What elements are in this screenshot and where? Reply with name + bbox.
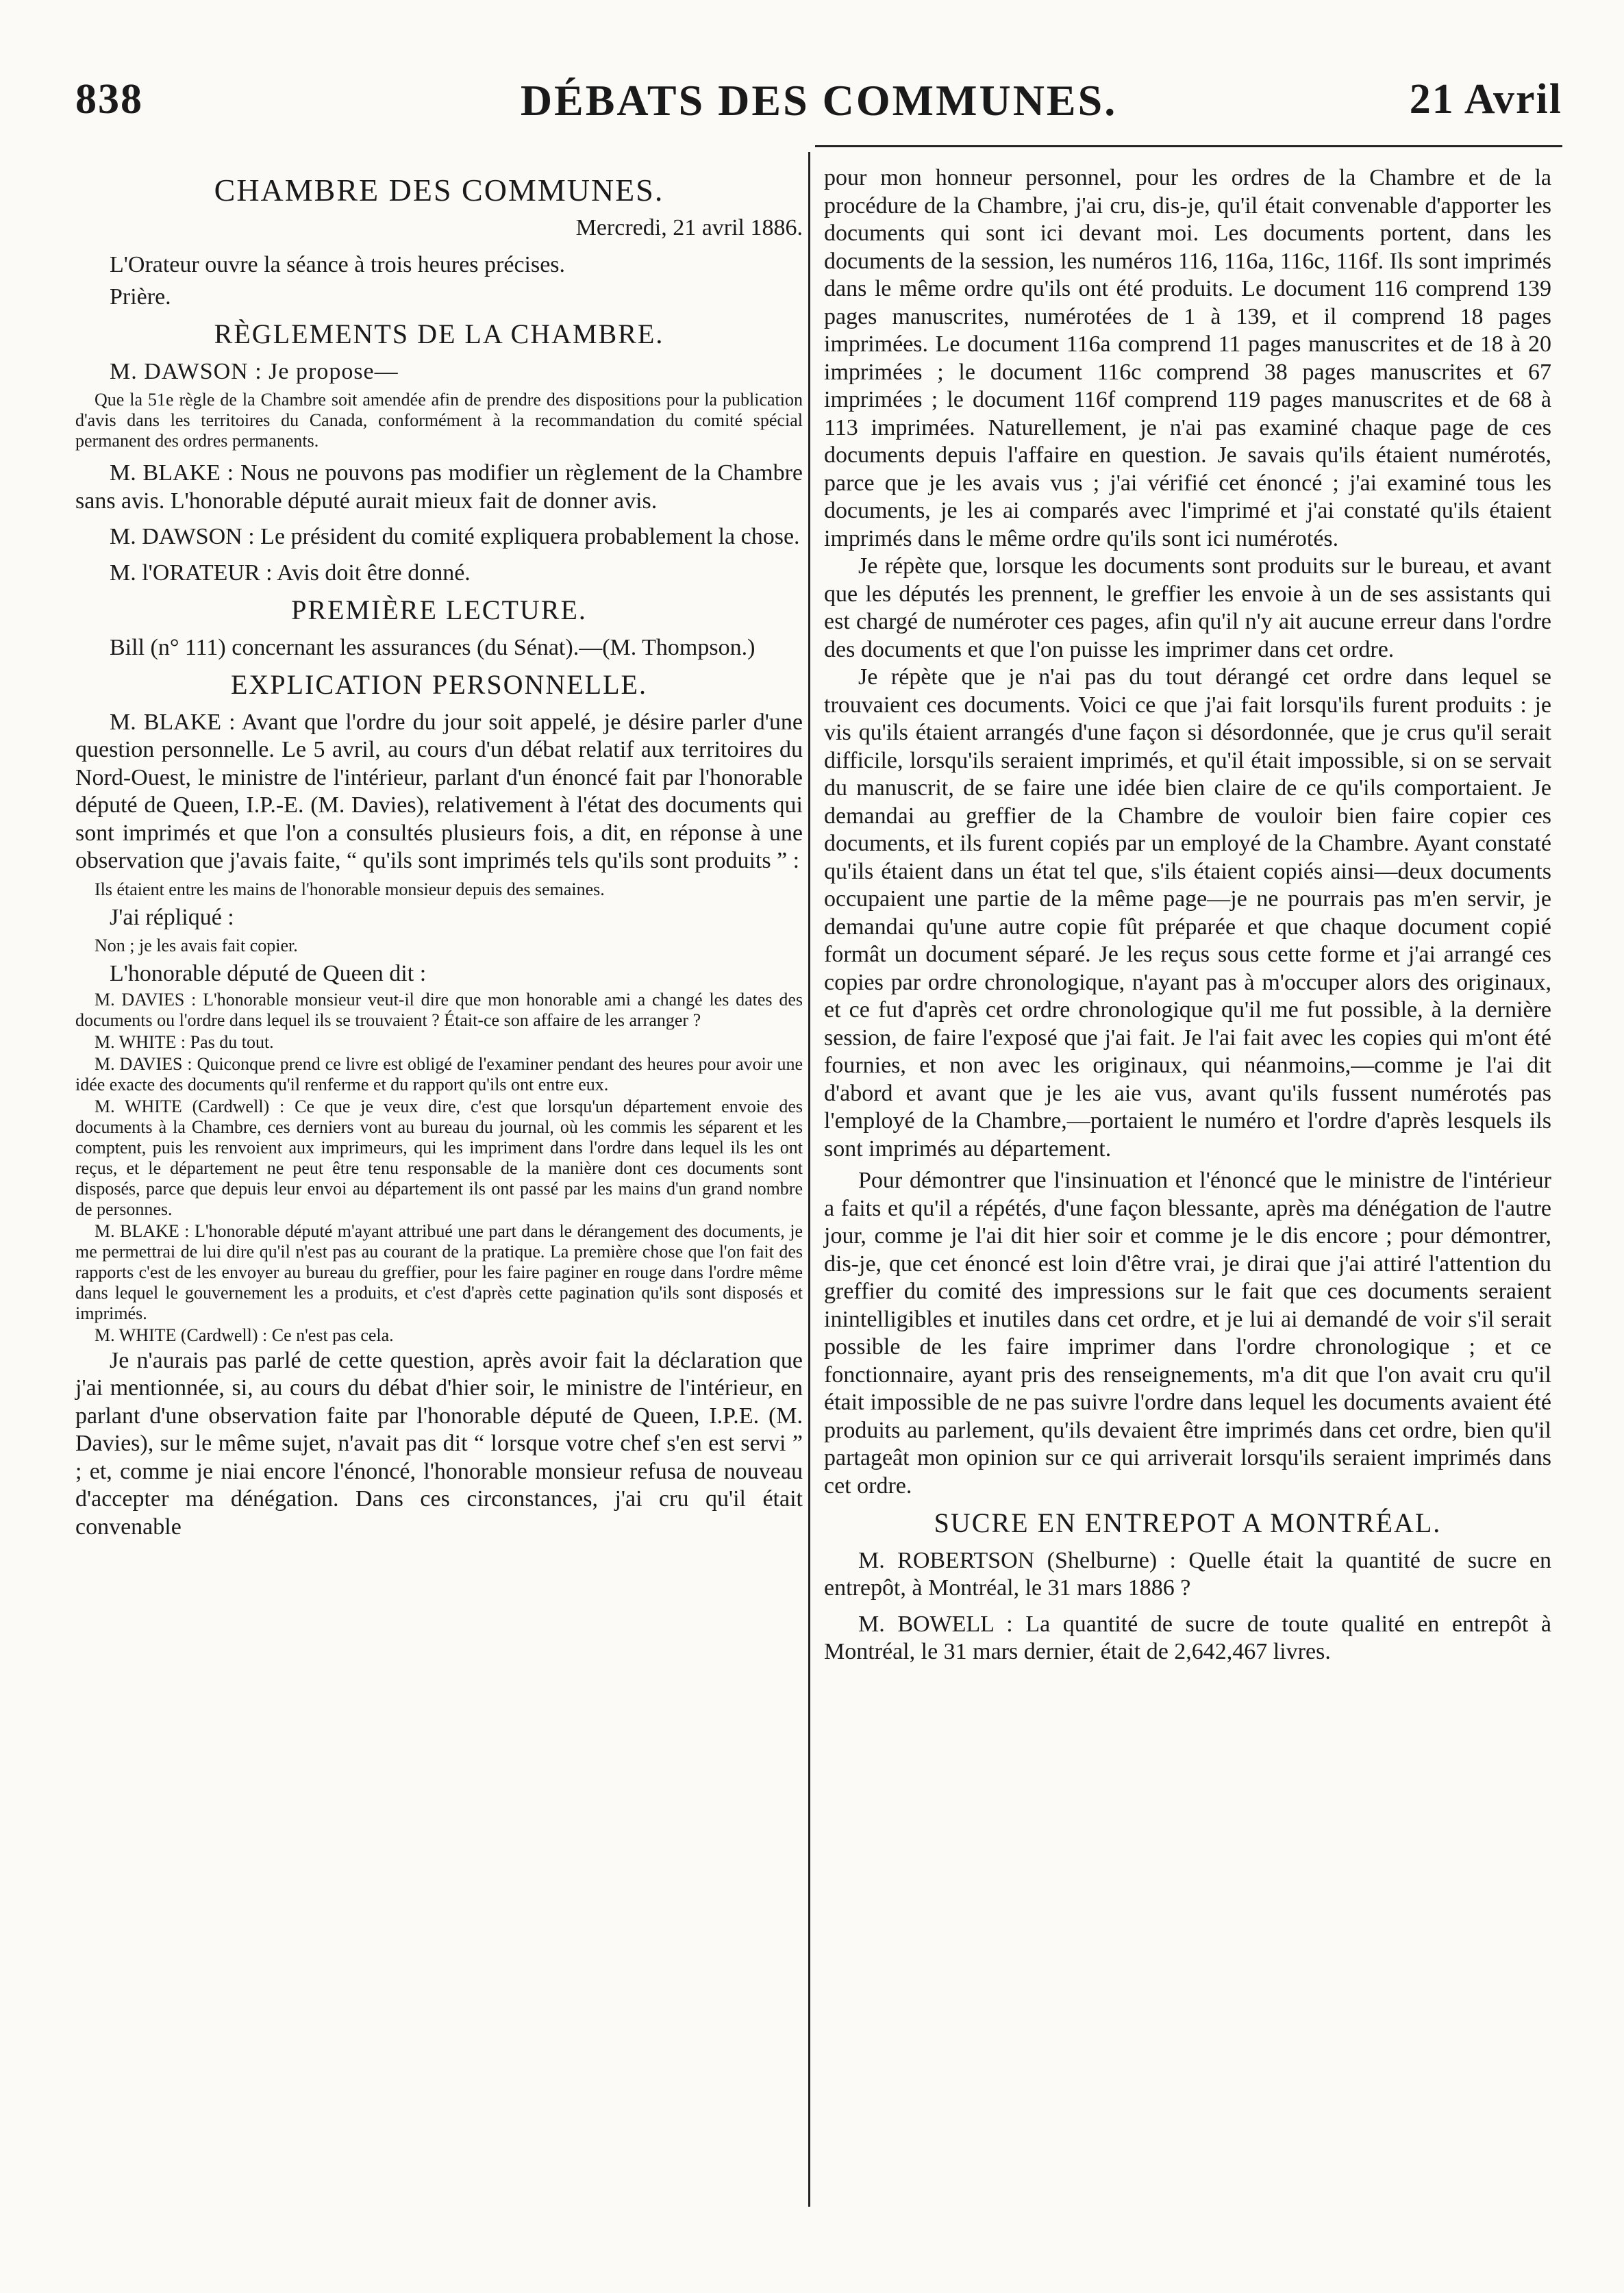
paragraph-replique: J'ai répliqué :: [110, 904, 234, 930]
paragraph-opening: L'Orateur ouvre la séance à trois heures précises.: [110, 252, 566, 277]
column-divider: [808, 152, 810, 2207]
paragraph-dawson-1: M. DAWSON : Je propose—: [110, 358, 399, 384]
page-header: [75, 75, 1562, 137]
chamber-heading: CHAMBRE DES COMMUNES.: [214, 173, 664, 208]
quote-non: Non ; je les avais fait copier.: [95, 936, 298, 955]
paragraph-bill: Bill (n° 111) concernant les assurances (du Sénat).—(M. Thompson.): [110, 634, 755, 660]
quote-davies-2: M. DAVIES : Quiconque prend ce livre est obligé de l'examiner pendant des heures pour avoir une idée exacte des documents qu'il renferme et du rapport qu'ils ont entre eux.: [75, 1053, 803, 1094]
paragraph-pour-demontrer: Pour démontrer que l'insinuation et l'énoncé que le ministre de l'intérieur a faits et qu'il a répétés, d'une façon blessante, après ma dénégation de l'autre jour, comme je l'ai dit hier soir et comme je le dis encore ; pour démontrer, dis-je, que cet énoncé est loin d'être vrai, je dirai que j'ai attiré l'attention du greffier du comité des impressions sur le fait que ces documents seraient inintelligibles et inutiles dans cet ordre, et je lui ai demandé de voir s'il serait possible de les faire imprimer dans l'ordre chronologique ; et ce fonctionnaire, ayant pris des renseignements, m'a dit que l'on avait cru qu'il était impossible de ne pas suivre l'ordre dans lequel les documents avaient été produits au parlement, qu'ils devaient être imprimés dans cet ordre, bien qu'il partageât mon opinion sur ce qui arriverait lorsqu'ils seraient imprimés dans cet ordre.: [824, 1168, 1551, 1499]
quote-white-2: M. WHITE (Cardwell) : Ce que je veux dire, c'est que lorsqu'un département envoie des documents à la Chambre, ces derniers vont au bureau du journal, où les commis les séparent et les comptent, puis les renvoient aux imprimeurs, qui les impriment dans l'ordre dans lequel ils les ont reçus, et le département ne peut être tenu responsable de la manière dont ces documents sont disposés, parce que depuis leur envoi au département ils ont passé par les mains d'un grand nombre de personnes.: [75, 1096, 803, 1219]
left-column: [75, 164, 803, 1541]
section-heading-explication: EXPLICATION PERSONNELLE.: [231, 669, 647, 700]
paragraph-repete-1: Je répète que, lorsque les documents sont produits sur le bureau, et avant que les députés les prennent, le greffier les envoie à un de ses assistants qui est chargé de numéroter ces pages, afin qu'il n'y ait aucune erreur dans l'ordre des documents et que l'on puisse les imprimer dans cet ordre.: [824, 553, 1551, 662]
paragraph-repete-2: Je répète que je n'ai pas du tout dérangé cet ordre dans lequel se trouvaient ces documents. Voici ce que j'ai fait lorsqu'ils furent produits : je vis qu'ils étaient arrangés d'une façon si désordonnée, que je crus qu'il serait difficile, lorsqu'ils seraient imprimés, et qu'il était impossible, si on se servait du manuscrit, de se faire une idée bien claire de ce qu'ils comportaient. Je demandai au greffier de la Chambre de vouloir bien faire copier ces documents, et ils furent copiés par un employé de la Chambre. Ayant constaté qu'ils étaient dans un état tel que, s'ils étaient copiés ainsi—deux documents occupaient une partie de la même page—je ne pourrais pas m'en servir, je demandai qu'une autre copie fût préparée et que chaque document copié formât un document séparé. Je les reçus sous cette forme et j'ai arrangé ces copies par ordre chronologique, n'ayant pas à m'occuper alors des originaux, et ce fut d'après cet ordre chronologique qu'il me fut possible, à la dernière session, de faire l'exposé que j'ai fait. Je l'ai fait avec les copies qui m'ont été fournies, et non avec les originaux, qui néanmoins,—comme je l'ai dit d'abord et avant que je les aie vus, avant qu'ils fussent numérotés pas l'employé de la Chambre,—portaient le numéro et l'ordre d'après lesquels ils sont imprimés au département.: [824, 664, 1551, 1162]
paragraph-queen: L'honorable député de Queen dit :: [110, 961, 427, 986]
page-title: DÉBATS DES COMMUNES.: [520, 76, 1118, 125]
section-heading-reglements: RÈGLEMENTS DE LA CHAMBRE.: [214, 318, 664, 349]
paragraph-robertson: M. ROBERTSON (Shelburne) : Quelle était la quantité de sucre en entrepôt, à Montréal, le 31 mars 1886 ?: [824, 1547, 1551, 1601]
paragraph-blake-1: M. BLAKE : Nous ne pouvons pas modifier un règlement de la Chambre sans avis. L'honorable député aurait mieux fait de donner avis.: [75, 460, 803, 514]
paragraph-blake-2: M. BLAKE : Avant que l'ordre du jour soit appelé, je désire parler d'une question personnelle. Le 5 avril, au cours d'un débat relatif aux territoires du Nord-Ouest, le ministre de l'intérieur, parlant d'un énoncé fait par l'honorable député de Queen, I.P.-E. (M. Davies), relativement à l'état des documents qui sont imprimés et que l'on a consultés plusieurs fois, a dit, en réponse à une observation que j'avais faite, “ qu'ils sont imprimés tels qu'ils sont produits ” :: [75, 709, 803, 873]
paragraph-priere: Prière.: [110, 284, 171, 310]
paragraph-dawson-2: M. DAWSON : Le président du comité expliquera probablement la chose.: [110, 524, 800, 549]
page-number: 838: [75, 76, 143, 123]
dateline: Mercredi, 21 avril 1886.: [575, 214, 803, 240]
quote-white-3: M. WHITE (Cardwell) : Ce n'est pas cela.: [95, 1325, 394, 1345]
motion-text: Que la 51e règle de la Chambre soit amendée afin de prendre des dispositions pour la publication d'avis dans les territoires du Canada, conformément à la recommandation du comité spécial permanent des ordres permanents.: [75, 390, 803, 451]
quote-white-1: M. WHITE : Pas du tout.: [95, 1031, 274, 1052]
quote-blake: M. BLAKE : L'honorable député m'ayant attribué une part dans le dérangement des documents, je me permettrai de lui dire qu'il n'est pas au courant de la pratique. La première chose que l'on fait des rapports c'est de les envoyer au bureau du greffier, pour les faire paginer en rouge dans l'ordre même dans lequel le gouvernement les a produits, et c'est d'après cette pagination qu'ils sont disposés et imprimés.: [75, 1220, 803, 1323]
right-column: [824, 164, 1551, 1666]
header-date: 21 Avril: [1409, 76, 1562, 123]
header-rule: [815, 145, 1562, 147]
quote-davies-1: M. DAVIES : L'honorable monsieur veut-il dire que mon honorable ami a changé les dates des documents ou l'ordre dans lequel ils se trouvaient ? Était-ce son affaire de les arranger ?: [75, 989, 803, 1030]
paragraph-bowell: M. BOWELL : La quantité de sucre de toute qualité en entrepôt à Montréal, le 31 mars dernier, était de 2,642,467 livres.: [824, 1611, 1551, 1664]
paragraph-naurais: Je n'aurais pas parlé de cette question, après avoir fait la déclaration que j'ai mentionnée, si, au cours du débat d'hier soir, le ministre de l'intérieur, en parlant d'une observation faite par l'honorable député de Queen, I.P.E. (M. Davies), sur le même sujet, n'avait pas dit “ lorsque votre chef s'en est servi ” ; et, comme je niai encore l'énoncé, l'honorable monsieur refusa de nouveau d'accepter ma dénégation. Dans ces circonstances, j'ai cru qu'il était convenable: [75, 1347, 803, 1540]
paragraph-orateur: M. l'ORATEUR : Avis doit être donné.: [110, 560, 471, 586]
section-heading-sucre: SUCRE EN ENTREPOT A MONTRÉAL.: [934, 1507, 1442, 1538]
section-heading-premiere-lecture: PREMIÈRE LECTURE.: [291, 594, 587, 625]
quote-semaines: Ils étaient entre les mains de l'honorable monsieur depuis des semaines.: [95, 879, 605, 899]
paragraph-continuation: pour mon honneur personnel, pour les ordres de la Chambre et de la procédure de la Chambre, j'ai cru, dis-je, qu'il était convenable d'apporter les documents qui sont ici devant moi. Les documents portent, dans les documents de la session, les numéros 116, 116a, 116c, 116f. Ils sont imprimés dans le même ordre qu'ils ont été produits. Le document 116 comprend 139 pages manuscrites, numérotées de 1 à 139, et il comprend 18 pages imprimées. Le document 116a comprend 11 pages manuscrites et de 18 à 20 imprimées ; le document 116c comprend 38 pages manuscrites et 67 imprimées ; le document 116f comprend 119 pages manuscrites et de 68 à 113 imprimées. Naturellement, je n'ai pas examiné chaque page de ces documents depuis l'affaire en question. Je savais qu'ils étaient numérotés, parce que je les avais vus ; j'ai vérifié cet énoncé ; j'ai examiné tous les documents, je les ai comparés avec l'imprimé et j'ai constaté qu'ils étaient imprimés dans le même ordre qu'ils sont ici numérotés.: [824, 165, 1551, 551]
